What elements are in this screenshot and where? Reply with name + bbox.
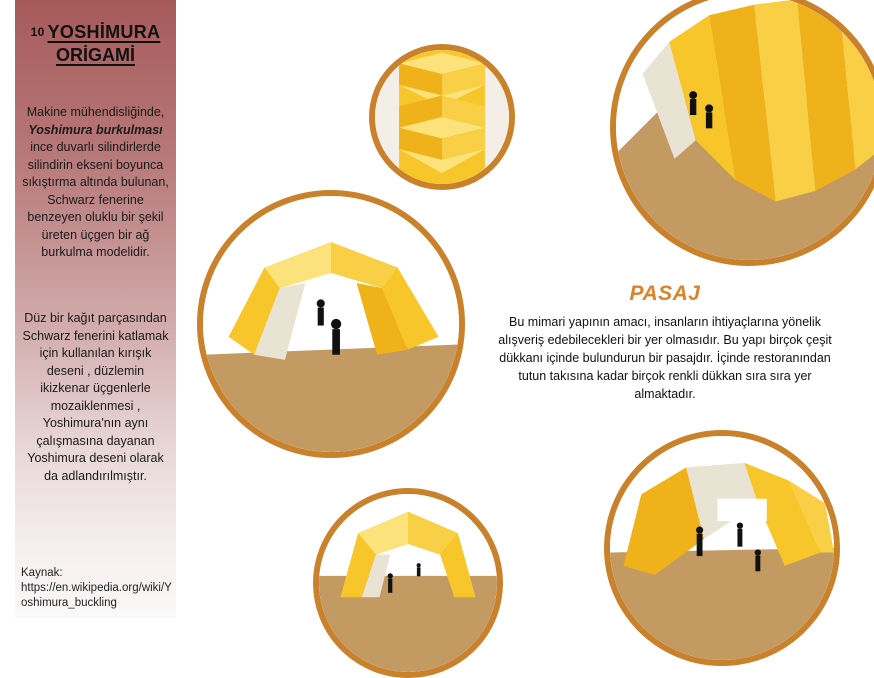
folded-pattern-illustration (375, 50, 509, 184)
title-word-yoshimura: YOSHİMURA (47, 22, 161, 42)
para1-bold-term: Yoshimura burkulması (28, 122, 163, 137)
para1-intro: Makine mühendisliğinde, (26, 105, 165, 119)
sidebar-title (15, 22, 176, 66)
arch-top-right-illustration (616, 0, 874, 260)
source-label: Kaynak: (21, 567, 63, 579)
page-title: PASAJ (629, 282, 701, 305)
source-url: https://en.wikipedia.org/wiki/Yoshimura_buckling (21, 582, 172, 609)
arch-bottom-right-illustration (610, 436, 834, 660)
main-description: Bu mimari yapının amacı, insanların ihtiyaçlarına yönelik alışveriş edebilecekleri bir yer olmasıdır. Bu yapı birçok çeşit dükkanı içinde bulundurun bir pasajdır. İçinde restoranından tutun takısına kadar birçok renkli dükkan sıra sıra yer almaktadır. (498, 315, 832, 401)
para1-rest: ince duvarlı silindirlerde silindirin ekseni boyunca sıkıştırma altında bulunan, Schwarz fenerine benzeyen oluklu bir şekil üreten üçgen bir ağ burkulma modelidir. (22, 140, 169, 259)
arch-bottom-center-illustration (319, 494, 497, 672)
source-citation (21, 566, 173, 611)
photo-arch-middle-left (197, 190, 465, 458)
arch-middle-left-illustration (203, 196, 459, 452)
title-word-origami: ORİGAMİ (56, 45, 135, 65)
description-paragraph-2: Düz bir kağıt parçasından Schwarz fenerini katlamak için kullanılan kırışık deseni , düzlemin ikizkenar üçgenlerle mozaiklenmesi , Yoshimura'nın aynı çalışmasına dayanan Yoshimura deseni olarak da adlandırılmıştır. (22, 311, 169, 483)
sidebar-panel (15, 0, 176, 618)
photo-arch-bottom-center (313, 488, 503, 678)
description-paragraph-1 (21, 104, 170, 262)
photo-folded-pattern (369, 44, 515, 190)
photo-arch-bottom-right (604, 430, 840, 666)
photo-arch-top-right (610, 0, 874, 266)
title-number: 10 (30, 25, 45, 39)
